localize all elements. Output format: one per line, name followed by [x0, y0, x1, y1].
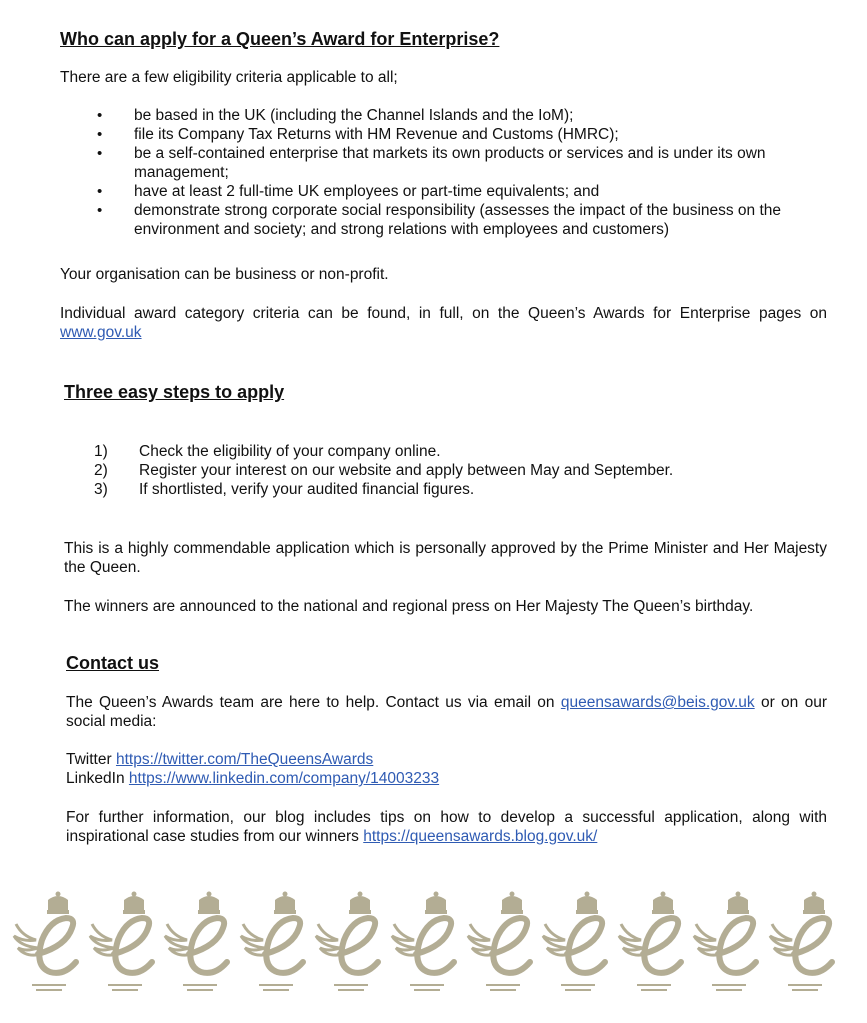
step-text: If shortlisted, verify your audited financial figures. — [139, 481, 475, 498]
eligibility-intro-block — [60, 68, 827, 87]
queens-award-emblem-icon — [86, 888, 162, 1006]
eligibility-heading: Who can apply for a Queen’s Award for Enterprise? — [60, 29, 500, 49]
blog-paragraph — [66, 808, 827, 846]
commendable-block — [64, 539, 827, 577]
criteria-item: • have at least 2 full-time UK employees or part-time equivalents; and — [95, 182, 827, 201]
section-contact — [66, 652, 827, 674]
contact-help-block — [66, 693, 827, 731]
govuk-link[interactable]: www.gov.uk — [60, 324, 142, 341]
contact-heading: Contact us — [66, 653, 160, 673]
criteria-paragraph — [60, 304, 827, 342]
queens-award-emblem-icon — [615, 888, 691, 1006]
criteria-item: • demonstrate strong corporate social responsibility (assesses the impact of the business on the environment and society; and strong relations with employees and customers) — [95, 201, 827, 239]
queens-award-emblem-icon — [766, 888, 842, 1006]
org-type-block — [60, 265, 827, 284]
winners-block — [64, 597, 827, 616]
blog-text: For further information, our blog includes tips on how to develop a successful application, along with inspirational case studies from our winners — [66, 809, 827, 845]
eligibility-criteria-list — [95, 106, 827, 239]
step-number: 3) — [94, 481, 108, 498]
queens-award-emblem-icon — [464, 888, 540, 1006]
twitter-link[interactable]: https://twitter.com/TheQueensAwards — [115, 751, 374, 768]
steps-list — [94, 442, 827, 499]
queens-award-emblem-icon — [237, 888, 313, 1006]
commendable-text: This is a highly commendable application which is personally approved by the Prime Minister and Her Majesty the Queen. — [64, 540, 827, 576]
queens-award-emblem-icon — [10, 888, 86, 1006]
step-number: 2) — [94, 462, 108, 479]
email-link[interactable]: queensawards@beis.gov.uk — [560, 694, 755, 711]
blog-block — [66, 808, 827, 846]
queens-award-emblem-icon — [312, 888, 388, 1006]
linkedin-label: LinkedIn — [66, 770, 125, 787]
criteria-item: • be based in the UK (including the Channel Islands and the IoM); — [95, 106, 827, 125]
org-type-text: Your organisation can be business or non-profit. — [60, 266, 389, 283]
step-item — [94, 480, 827, 499]
winners-text: The winners are announced to the national and regional press on Her Majesty The Queen’s birthday. — [64, 598, 754, 615]
section-steps — [64, 381, 827, 403]
twitter-label: Twitter — [66, 751, 112, 768]
contact-help-paragraph — [66, 693, 827, 731]
step-number: 1) — [94, 443, 108, 460]
criteria-block — [60, 304, 827, 342]
step-text: Register your interest on our website and apply between May and September. — [139, 462, 674, 479]
step-item — [94, 442, 827, 461]
queens-award-emblem-icon — [161, 888, 237, 1006]
criteria-item: • be a self-contained enterprise that markets its own products or services and is under its own management; — [95, 144, 827, 182]
queens-award-emblem-icon — [388, 888, 464, 1006]
help-text: The Queen’s Awards team are here to help. Contact us via email on — [66, 694, 555, 711]
steps-heading: Three easy steps to apply — [64, 382, 285, 402]
eligibility-intro: There are a few eligibility criteria applicable to all; — [60, 69, 398, 86]
queens-award-logo-strip — [10, 888, 867, 1006]
linkedin-line — [66, 769, 827, 788]
blog-link[interactable]: https://queensawards.blog.gov.uk/ — [363, 828, 598, 845]
linkedin-link[interactable]: https://www.linkedin.com/company/14003233 — [128, 770, 440, 787]
help-text-end: or on our social media: — [66, 694, 827, 730]
social-links-block — [66, 750, 827, 788]
step-text: Check the eligibility of your company online. — [139, 443, 441, 460]
criteria-text: Individual award category criteria can be found, in full, on the Queen’s Awards for Enterprise pages on — [60, 305, 827, 322]
queens-award-emblem-icon — [539, 888, 615, 1006]
queens-award-emblem-icon — [690, 888, 766, 1006]
step-item — [94, 461, 827, 480]
twitter-line — [66, 750, 827, 769]
criteria-item: • file its Company Tax Returns with HM Revenue and Customs (HMRC); — [95, 125, 827, 144]
section-eligibility — [60, 28, 827, 50]
